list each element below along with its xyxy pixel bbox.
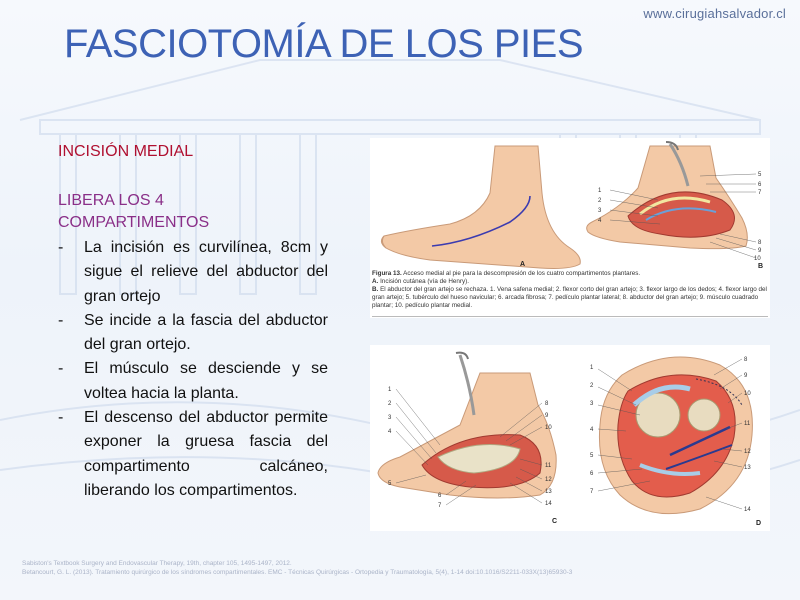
panel-c-label: C xyxy=(552,518,558,525)
foot-dissection-drawing xyxy=(587,142,756,258)
label-d-1: 1 xyxy=(590,365,594,371)
label-b-7: 7 xyxy=(758,190,762,196)
foot-compartments-drawing xyxy=(378,353,556,505)
label-c-3: 3 xyxy=(388,415,392,421)
figure-bottom xyxy=(370,345,770,531)
label-c-5: 5 xyxy=(388,481,392,487)
caption-text: Acceso medial al pie para la descompresión de los cuatro compartimentos plantares. xyxy=(403,270,641,277)
panel-d-label: D xyxy=(756,520,762,527)
slide-title: FASCIOTOMÍA DE LOS PIES xyxy=(64,22,584,66)
panel-b-label: B xyxy=(758,263,764,270)
caption-b-text: El abductor del gran artejo se rechaza. 1. Vena safena medial; 2. flexor corto del gran artejo; 3. flexor largo de los dedos; 4. flexor largo del gran artejo; 5. tubérculo del hueso navicular; 6. arcada fibrosa; 7. pedículo plantar lateral; 8. abductor del gran artejo; 9. músculo cuadrado plantar; 10. pedículo plantar medial. xyxy=(372,286,767,310)
label-d-8: 8 xyxy=(744,357,748,363)
dash-marker: - xyxy=(58,311,64,329)
label-c-1: 1 xyxy=(388,387,392,393)
footer-references xyxy=(22,559,582,577)
label-c-13: 13 xyxy=(545,489,552,495)
label-c-4: 4 xyxy=(388,429,392,435)
label-d-12: 12 xyxy=(744,449,751,455)
section-heading: INCISIÓN MEDIAL xyxy=(58,143,194,160)
label-b-10: 10 xyxy=(754,256,761,262)
label-b-2: 2 xyxy=(598,198,602,204)
label-c-2: 2 xyxy=(388,401,392,407)
dash-marker: - xyxy=(58,409,64,427)
label-c-14: 14 xyxy=(545,501,552,507)
label-b-1: 1 xyxy=(598,188,602,194)
label-d-7: 7 xyxy=(590,489,594,495)
label-c-6: 6 xyxy=(438,493,442,499)
bullet-item xyxy=(58,236,328,309)
label-b-9: 9 xyxy=(758,248,762,254)
label-c-12: 12 xyxy=(545,477,552,483)
label-d-9: 9 xyxy=(744,373,748,379)
bullet-item xyxy=(58,357,328,406)
label-c-7: 7 xyxy=(438,503,442,509)
foot-incision-drawing xyxy=(381,146,580,269)
label-d-14: 14 xyxy=(744,507,751,513)
bullet-list xyxy=(58,236,328,503)
label-d-11: 11 xyxy=(744,421,751,427)
bullet-item xyxy=(58,406,328,503)
foot-cross-section-drawing xyxy=(598,357,752,514)
label-c-11: 11 xyxy=(545,463,552,469)
caption-a-marker: A. xyxy=(372,278,379,286)
label-d-3: 3 xyxy=(590,401,594,407)
reference-1: Sabiston's Textbook Surgery and Endovascular Therapy, 19th, chapter 105, 1495-1497, 2012. xyxy=(22,560,292,567)
label-c-8: 8 xyxy=(545,401,549,407)
label-b-6: 6 xyxy=(758,182,762,188)
label-d-10: 10 xyxy=(744,391,751,397)
label-c-9: 9 xyxy=(545,413,549,419)
subheading: LIBERA LOS 4 COMPARTIMENTOS xyxy=(58,192,210,231)
bullet-text: La incisión es curvilínea, 8cm y sigue el relieve del abductor del gran ortejo xyxy=(84,239,328,305)
label-b-8: 8 xyxy=(758,240,762,246)
label-d-2: 2 xyxy=(590,383,594,389)
panel-a-label: A xyxy=(520,261,526,268)
caption-divider xyxy=(372,316,768,317)
bullet-text: Se incide a la fascia del abductor del gran ortejo. xyxy=(84,311,328,354)
bullet-text: El descenso del abductor permite exponer la gruesa fascia del compartimento calcáneo, liberando los compartimentos. xyxy=(84,409,328,499)
figure-top-caption xyxy=(372,270,768,310)
label-d-4: 4 xyxy=(590,427,594,433)
label-d-6: 6 xyxy=(590,471,594,477)
caption-b-marker: B. xyxy=(372,286,379,294)
label-d-13: 13 xyxy=(744,465,751,471)
bullet-item xyxy=(58,309,328,358)
label-d-5: 5 xyxy=(590,453,594,459)
figure-bottom-illustration xyxy=(370,345,770,531)
dash-marker: - xyxy=(58,239,64,256)
bullet-text: El músculo se desciende y se voltea hacia la planta. xyxy=(84,360,328,402)
label-b-5: 5 xyxy=(758,172,762,178)
site-url[interactable]: www.cirugiahsalvador.cl xyxy=(643,6,786,21)
caption-figure-number: Figura 13. xyxy=(372,270,402,277)
label-b-4: 4 xyxy=(598,218,602,224)
reference-2: Betancourt, G. L. (2013). Tratamiento quirúrgico de los síndromes compartimentales. EMC - Técnicas Quirúrgicas - Ortopedia y Traumatología, 5(4), 1-14 doi:10.1016/S2211-033X(13)65930-3 xyxy=(22,569,573,576)
caption-a-text: Incisión cutánea (vía de Henry). xyxy=(380,278,469,286)
dash-marker: - xyxy=(58,360,64,378)
label-c-10: 10 xyxy=(545,425,552,431)
label-b-3: 3 xyxy=(598,208,602,214)
